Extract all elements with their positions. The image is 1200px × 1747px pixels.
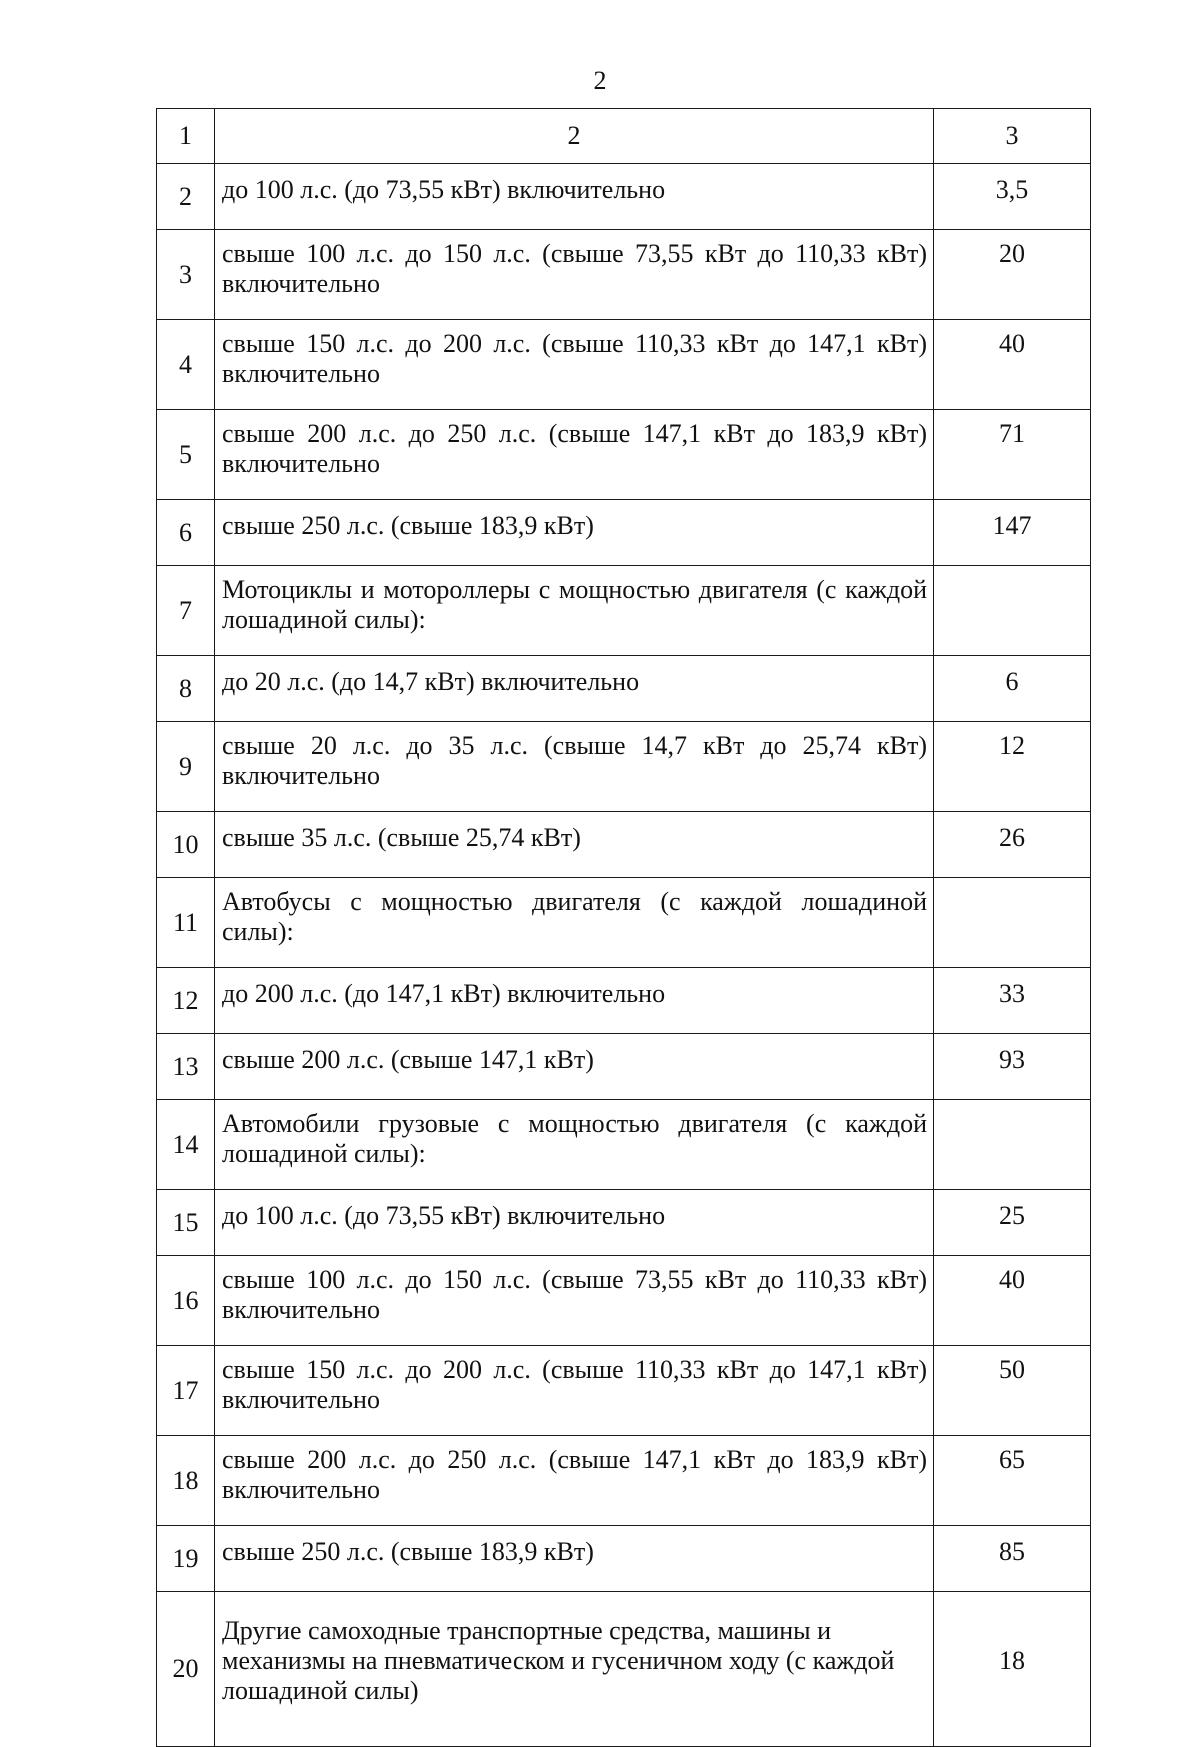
row-description: до 100 л.с. (до 73,55 кВт) включительно [215, 164, 934, 230]
row-rate [934, 566, 1091, 656]
row-description: до 100 л.с. (до 73,55 кВт) включительно [215, 1190, 934, 1256]
row-description: Автомобили грузовые с мощностью двигателя (с каждой лошадиной силы): [215, 1100, 934, 1190]
row-description: свыше 250 л.с. (свыше 183,9 кВт) [215, 1526, 934, 1592]
row-rate: 40 [934, 1256, 1091, 1346]
row-number: 13 [157, 1034, 215, 1100]
table-row [157, 500, 1091, 566]
row-description: свыше 100 л.с. до 150 л.с. (свыше 73,55 кВт до 110,33 кВт) включительно [215, 230, 934, 320]
row-number: 2 [157, 164, 215, 230]
table-row [157, 566, 1091, 656]
row-number: 14 [157, 1100, 215, 1190]
row-rate: 26 [934, 812, 1091, 878]
table-row [157, 722, 1091, 812]
page-number: 2 [593, 66, 607, 95]
row-number: 4 [157, 320, 215, 410]
row-number: 5 [157, 410, 215, 500]
table-row [157, 1592, 1091, 1747]
row-description: свыше 200 л.с. (свыше 147,1 кВт) [215, 1034, 934, 1100]
header-cell-rate: 3 [934, 109, 1091, 164]
table-row [157, 812, 1091, 878]
row-description: Другие самоходные транспортные средства, машины и механизмы на пневматическом и гусеничном ходу (с каждой лошадиной силы) [215, 1592, 934, 1747]
row-rate: 65 [934, 1436, 1091, 1526]
row-description: до 200 л.с. (до 147,1 кВт) включительно [215, 968, 934, 1034]
table-row [157, 410, 1091, 500]
row-description: свыше 150 л.с. до 200 л.с. (свыше 110,33 кВт до 147,1 кВт) включительно [215, 1346, 934, 1436]
row-number: 20 [157, 1592, 215, 1747]
row-number: 16 [157, 1256, 215, 1346]
table-row [157, 1100, 1091, 1190]
table-row [157, 230, 1091, 320]
row-rate: 71 [934, 410, 1091, 500]
row-number: 8 [157, 656, 215, 722]
row-rate: 6 [934, 656, 1091, 722]
row-description: свыше 20 л.с. до 35 л.с. (свыше 14,7 кВт до 25,74 кВт) включительно [215, 722, 934, 812]
table-row [157, 1256, 1091, 1346]
row-description: свыше 250 л.с. (свыше 183,9 кВт) [215, 500, 934, 566]
row-number: 10 [157, 812, 215, 878]
row-description: свыше 200 л.с. до 250 л.с. (свыше 147,1 кВт до 183,9 кВт) включительно [215, 410, 934, 500]
tax-rate-table [156, 108, 1091, 1747]
table-row [157, 1190, 1091, 1256]
table-row [157, 164, 1091, 230]
table-row [157, 878, 1091, 968]
row-number: 11 [157, 878, 215, 968]
row-number: 15 [157, 1190, 215, 1256]
header-cell-description: 2 [215, 109, 934, 164]
row-rate [934, 878, 1091, 968]
row-rate: 12 [934, 722, 1091, 812]
table-row [157, 1034, 1091, 1100]
row-number: 3 [157, 230, 215, 320]
table-row [157, 1346, 1091, 1436]
row-rate: 20 [934, 230, 1091, 320]
table-row [157, 320, 1091, 410]
row-rate: 25 [934, 1190, 1091, 1256]
row-number: 7 [157, 566, 215, 656]
row-number: 9 [157, 722, 215, 812]
row-number: 18 [157, 1436, 215, 1526]
row-rate: 40 [934, 320, 1091, 410]
row-rate: 3,5 [934, 164, 1091, 230]
table-row [157, 656, 1091, 722]
header-cell-number: 1 [157, 109, 215, 164]
row-description: Автобусы с мощностью двигателя (с каждой лошадиной силы): [215, 878, 934, 968]
row-description: Мотоциклы и мотороллеры с мощностью двигателя (с каждой лошадиной силы): [215, 566, 934, 656]
row-rate: 50 [934, 1346, 1091, 1436]
row-number: 17 [157, 1346, 215, 1436]
row-description: свыше 200 л.с. до 250 л.с. (свыше 147,1 кВт до 183,9 кВт) включительно [215, 1436, 934, 1526]
row-description: свыше 150 л.с. до 200 л.с. (свыше 110,33 кВт до 147,1 кВт) включительно [215, 320, 934, 410]
row-description: свыше 35 л.с. (свыше 25,74 кВт) [215, 812, 934, 878]
row-rate: 85 [934, 1526, 1091, 1592]
table-row [157, 968, 1091, 1034]
row-number: 19 [157, 1526, 215, 1592]
row-rate: 147 [934, 500, 1091, 566]
row-rate: 33 [934, 968, 1091, 1034]
row-number: 6 [157, 500, 215, 566]
row-rate [934, 1100, 1091, 1190]
table-row [157, 1436, 1091, 1526]
row-description: до 20 л.с. (до 14,7 кВт) включительно [215, 656, 934, 722]
row-description: свыше 100 л.с. до 150 л.с. (свыше 73,55 кВт до 110,33 кВт) включительно [215, 1256, 934, 1346]
row-rate: 93 [934, 1034, 1091, 1100]
table-header-row [157, 109, 1091, 164]
table-row [157, 1526, 1091, 1592]
row-number: 12 [157, 968, 215, 1034]
row-rate: 18 [934, 1592, 1091, 1747]
